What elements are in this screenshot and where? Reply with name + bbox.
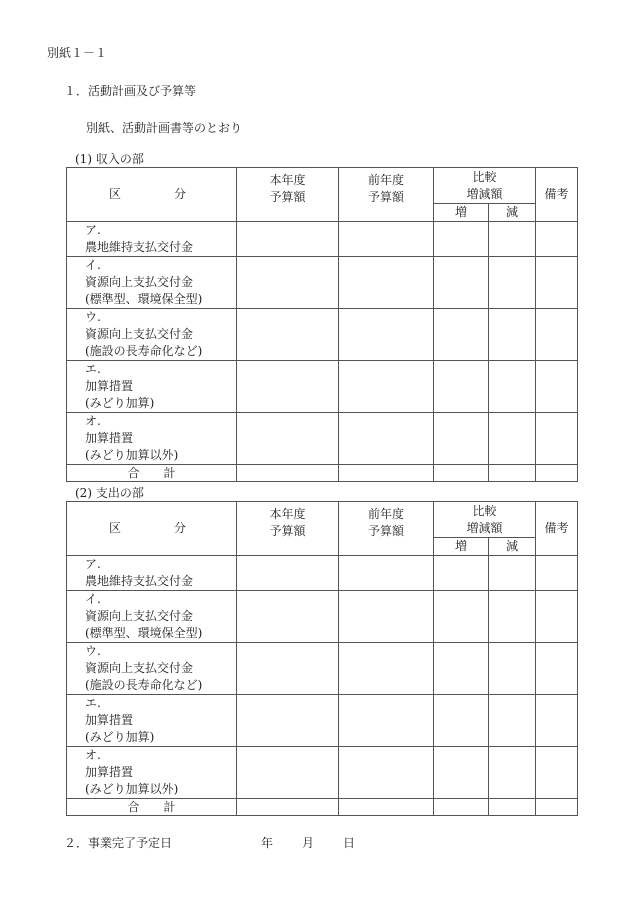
header-category <box>67 502 237 556</box>
table-row <box>67 643 578 695</box>
previous-cell[interactable] <box>339 222 434 257</box>
decrease-cell[interactable] <box>489 695 536 747</box>
header-comparison-line1: 比較 <box>472 503 497 518</box>
remarks-cell[interactable] <box>536 747 578 799</box>
decrease-cell[interactable] <box>489 413 536 465</box>
decrease-cell[interactable] <box>489 222 536 257</box>
table-row <box>67 309 578 361</box>
total-decrease-cell[interactable] <box>489 465 536 482</box>
decrease-cell[interactable] <box>489 643 536 695</box>
previous-cell[interactable] <box>339 309 434 361</box>
header-remarks: 備考 <box>536 168 578 222</box>
increase-cell[interactable] <box>434 257 489 309</box>
header-previous-line1: 前年度 <box>367 173 404 187</box>
header-current-line1: 本年度 <box>269 507 306 521</box>
remarks-cell[interactable] <box>536 643 578 695</box>
current-cell[interactable] <box>237 413 339 465</box>
increase-cell[interactable] <box>434 413 489 465</box>
expense-table-caption: (2) 支出の部 <box>75 486 144 500</box>
decrease-cell[interactable] <box>489 591 536 643</box>
increase-cell[interactable] <box>434 591 489 643</box>
header-current-line1: 本年度 <box>269 173 306 187</box>
remarks-cell[interactable] <box>536 361 578 413</box>
current-cell[interactable] <box>237 747 339 799</box>
current-cell[interactable] <box>237 309 339 361</box>
row-label: オ. 加算措置 (みどり加算以外) <box>67 747 237 799</box>
remarks-cell[interactable] <box>536 591 578 643</box>
header-comparison-line2: 増減額 <box>466 520 503 535</box>
table-row <box>67 556 578 591</box>
total-increase-cell[interactable] <box>434 465 489 482</box>
increase-cell[interactable] <box>434 695 489 747</box>
increase-cell[interactable] <box>434 309 489 361</box>
header-category-left: 区 <box>109 187 122 201</box>
row-label: オ. 加算措置 (みどり加算以外) <box>67 413 237 465</box>
total-remarks-cell[interactable] <box>536 799 578 816</box>
table-row <box>67 591 578 643</box>
header-category-left: 区 <box>109 521 122 535</box>
attachment-label: 別紙１－１ <box>47 46 108 60</box>
header-increase: 増 <box>434 538 489 556</box>
header-increase: 増 <box>434 204 489 222</box>
increase-cell[interactable] <box>434 747 489 799</box>
previous-cell[interactable] <box>339 695 434 747</box>
header-remarks: 備考 <box>536 502 578 556</box>
increase-cell[interactable] <box>434 556 489 591</box>
header-previous-line1: 前年度 <box>367 507 404 521</box>
row-label: エ. 加算措置 (みどり加算) <box>67 695 237 747</box>
header-current-budget <box>237 502 339 556</box>
current-cell[interactable] <box>237 695 339 747</box>
previous-cell[interactable] <box>339 413 434 465</box>
current-cell[interactable] <box>237 591 339 643</box>
header-comparison <box>434 502 536 538</box>
row-label: ア. 農地維持支払交付金 <box>67 222 237 257</box>
previous-cell[interactable] <box>339 361 434 413</box>
remarks-cell[interactable] <box>536 222 578 257</box>
income-table <box>66 167 578 482</box>
header-decrease: 減 <box>489 538 536 556</box>
header-current-line2: 予算額 <box>269 190 306 204</box>
decrease-cell[interactable] <box>489 747 536 799</box>
header-comparison <box>434 168 536 204</box>
remarks-cell[interactable] <box>536 257 578 309</box>
total-row <box>67 799 578 816</box>
header-previous-line2: 予算額 <box>367 524 404 538</box>
table-row <box>67 257 578 309</box>
expense-table <box>66 501 578 816</box>
table-row <box>67 747 578 799</box>
increase-cell[interactable] <box>434 222 489 257</box>
header-comparison-line1: 比較 <box>472 169 497 184</box>
remarks-cell[interactable] <box>536 413 578 465</box>
row-label: ウ. 資源向上支払交付金 (施設の長寿命化など) <box>67 309 237 361</box>
decrease-cell[interactable] <box>489 257 536 309</box>
previous-cell[interactable] <box>339 556 434 591</box>
total-current-cell[interactable] <box>237 799 339 816</box>
increase-cell[interactable] <box>434 361 489 413</box>
total-label: 合 計 <box>67 465 237 482</box>
total-previous-cell[interactable] <box>339 465 434 482</box>
total-decrease-cell[interactable] <box>489 799 536 816</box>
year-label: 年 <box>261 836 274 850</box>
total-remarks-cell[interactable] <box>536 465 578 482</box>
total-previous-cell[interactable] <box>339 799 434 816</box>
row-label: イ. 資源向上支払交付金 (標準型、環境保全型) <box>67 257 237 309</box>
total-label: 合 計 <box>67 799 237 816</box>
remarks-cell[interactable] <box>536 556 578 591</box>
header-current-budget <box>237 168 339 222</box>
current-cell[interactable] <box>237 556 339 591</box>
previous-cell[interactable] <box>339 643 434 695</box>
header-category <box>67 168 237 222</box>
row-label: ウ. 資源向上支払交付金 (施設の長寿命化など) <box>67 643 237 695</box>
header-current-line2: 予算額 <box>269 524 306 538</box>
table-row <box>67 695 578 747</box>
increase-cell[interactable] <box>434 643 489 695</box>
row-label: ア. 農地維持支払交付金 <box>67 556 237 591</box>
row-label: イ. 資源向上支払交付金 (標準型、環境保全型) <box>67 591 237 643</box>
previous-cell[interactable] <box>339 747 434 799</box>
header-previous-budget <box>339 168 434 222</box>
section1-note: 別紙、活動計画書等のとおり <box>86 121 243 135</box>
total-current-cell[interactable] <box>237 465 339 482</box>
decrease-cell[interactable] <box>489 309 536 361</box>
current-cell[interactable] <box>237 361 339 413</box>
income-table-caption: (1) 収入の部 <box>75 152 144 166</box>
header-previous-line2: 予算額 <box>367 190 404 204</box>
decrease-cell[interactable] <box>489 361 536 413</box>
total-increase-cell[interactable] <box>434 799 489 816</box>
row-label: エ. 加算措置 (みどり加算) <box>67 361 237 413</box>
month-label: 月 <box>302 836 315 850</box>
table-row <box>67 413 578 465</box>
header-category-right: 分 <box>173 521 186 535</box>
header-previous-budget <box>339 502 434 556</box>
header-decrease: 減 <box>489 204 536 222</box>
section1-title: １．活動計画及び予算等 <box>64 84 197 98</box>
table-row <box>67 361 578 413</box>
section2-title: ２．事業完了予定日 <box>64 836 173 850</box>
current-cell[interactable] <box>237 257 339 309</box>
current-cell[interactable] <box>237 643 339 695</box>
decrease-cell[interactable] <box>489 556 536 591</box>
table-row <box>67 222 578 257</box>
header-category-right: 分 <box>173 187 186 201</box>
current-cell[interactable] <box>237 222 339 257</box>
header-comparison-line2: 増減額 <box>466 186 503 201</box>
remarks-cell[interactable] <box>536 695 578 747</box>
total-row <box>67 465 578 482</box>
remarks-cell[interactable] <box>536 309 578 361</box>
previous-cell[interactable] <box>339 257 434 309</box>
previous-cell[interactable] <box>339 591 434 643</box>
day-label: 日 <box>343 836 356 850</box>
